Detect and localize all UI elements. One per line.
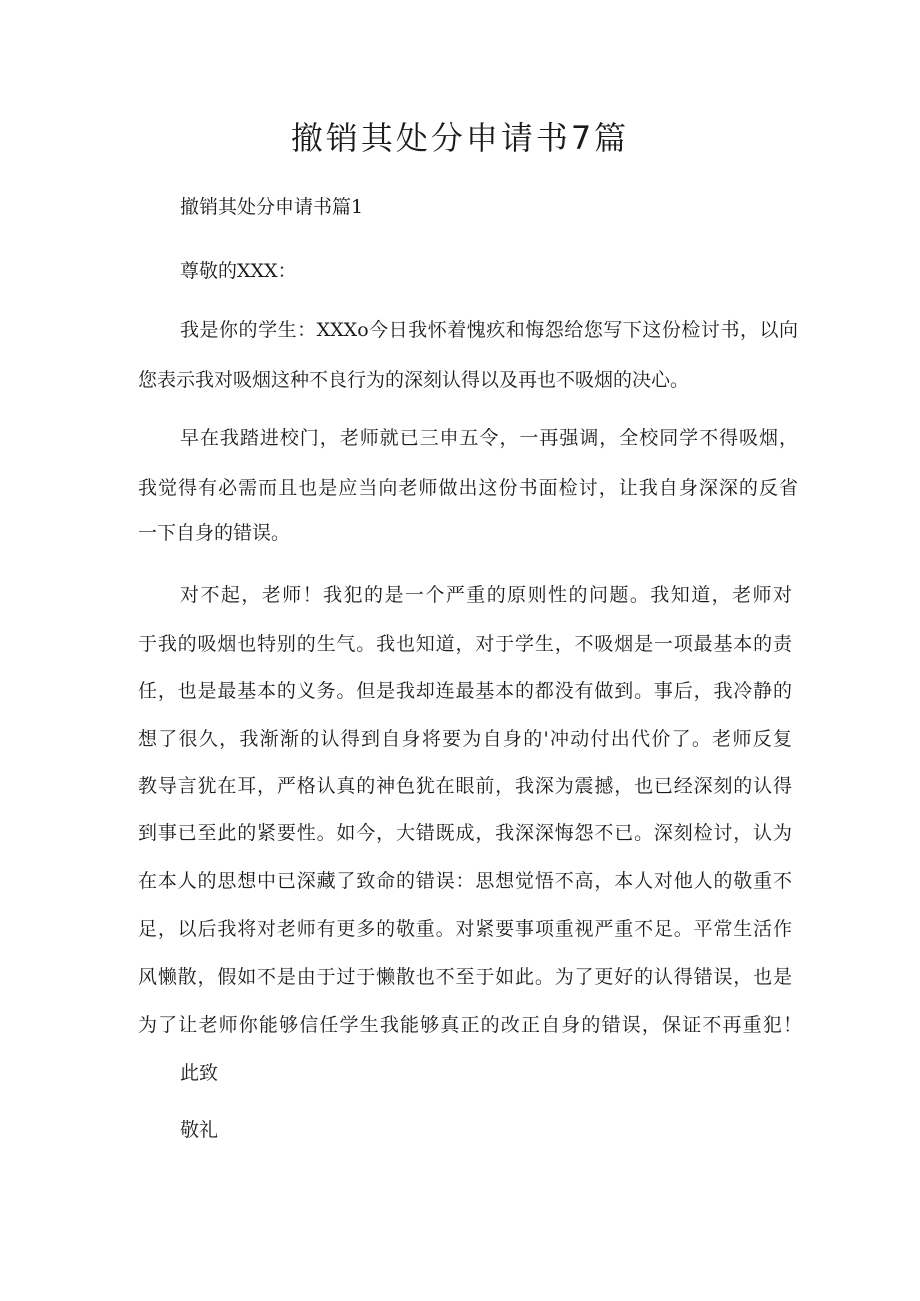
closing-line-1: 此致 [180,1062,219,1084]
paragraph-3-line-4: 想了很久，我渐渐的认得到自身将要为自身的'冲动付出代价了。老师反复 [138,728,792,750]
paragraph-3-line-2: 于我的吸烟也特别的生气。我也知道，对于学生，不吸烟是一项最基本的责 [138,633,792,655]
paragraph-3-line-9: 风懒散，假如不是由于过于懒散也不至于如此。为了更好的认得错误，也是 [138,966,792,988]
paragraph-3-line-3: 任，也是最基本的义务。但是我却连最基本的都没有做到。事后，我冷静的 [138,680,792,702]
paragraph-3-line-8: 足，以后我将对老师有更多的敬重。对紧要事项重视严重不足。平常生活作 [138,918,792,940]
paragraph-3-line-5: 教导言犹在耳，严格认真的神色犹在眼前，我深为震撼，也已经深刻的认得 [138,775,792,797]
paragraph-3-line-1: 对不起，老师！我犯的是一个严重的原则性的问题。我知道，老师对 [180,584,792,606]
section-heading: 撤销其处分申请书篇1 [180,196,364,218]
paragraph-3-line-10: 为了让老师你能够信任学生我能够真正的改正自身的错误，保证不再重犯！ [138,1014,802,1036]
document-title: 撤销其处分申请书7篇 [290,119,630,157]
paragraph-2-line-2: 我觉得有必需而且也是应当向老师做出这份书面检讨，让我自身深深的反省 [138,477,798,499]
paragraph-1-line-1: 我是你的学生：XXXo今日我怀着愧疚和悔怨给您写下这份检讨书，以向 [180,319,798,341]
closing-line-2: 敬礼 [180,1119,219,1141]
salutation: 尊敬的XXX： [180,260,297,282]
paragraph-1-line-2: 您表示我对吸烟这种不良行为的深刻认得以及再也不吸烟的决心。 [138,369,690,391]
paragraph-3-line-7: 在本人的思想中已深藏了致命的错误：思想觉悟不高，本人对他人的敬重不 [138,870,792,892]
paragraph-2-line-1: 早在我踏进校门，老师就已三申五令，一再强调，全校同学不得吸烟， [180,427,798,449]
paragraph-3-line-6: 到事已至此的紧要性。如今，大错既成，我深深悔怨不已。深刻检讨，认为 [138,822,792,844]
paragraph-2-line-3: 一下自身的错误。 [138,522,291,544]
